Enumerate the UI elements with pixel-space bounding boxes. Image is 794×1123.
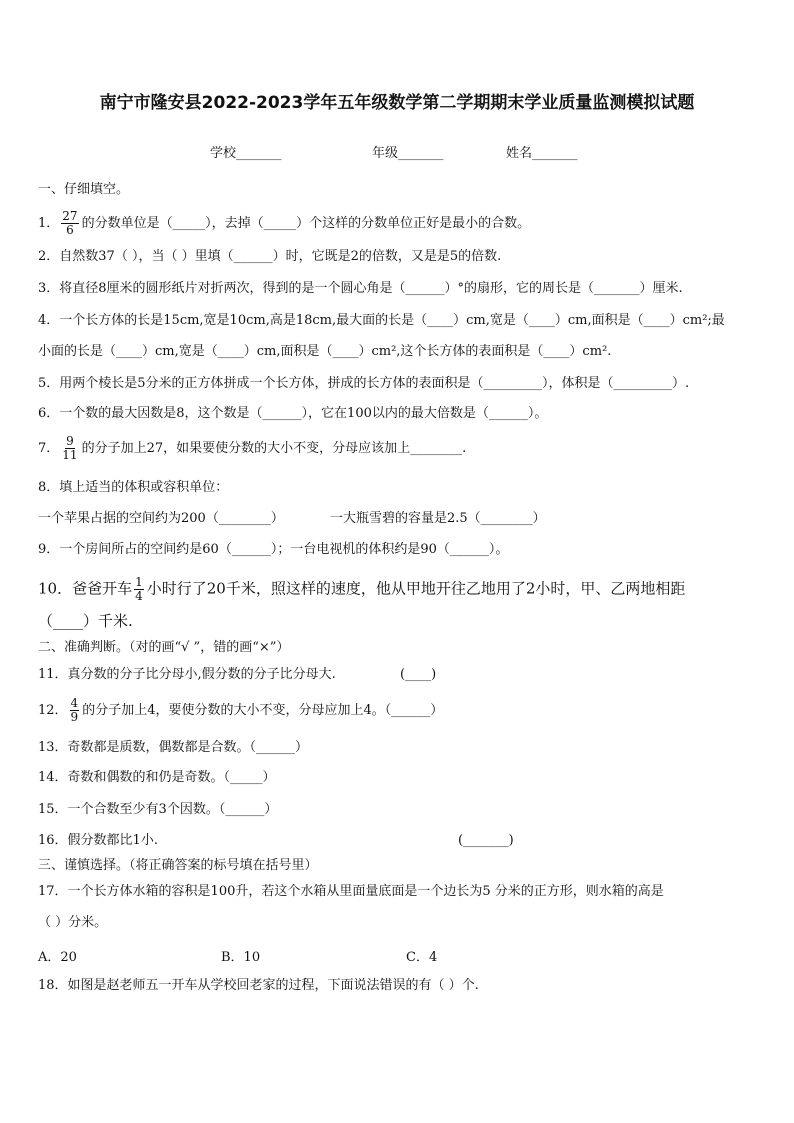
question-10-line-2: （____）千米. — [38, 612, 133, 630]
question-8-item-a: 一个苹果占据的空间约为200（________） — [38, 511, 284, 526]
question-11-blank: (____) — [400, 667, 437, 682]
question-2: 2．自然数37（ ），当（ ）里填（______）时，它既是2的倍数，又是是5的倍数. — [38, 249, 502, 264]
option-b: B．10 — [221, 950, 261, 965]
question-17-line-2: （ ）分米。 — [38, 915, 108, 930]
question-5: 5．用两个棱长是5分米的正方体拼成一个长方体，拼成的长方体的表面积是（_________），体积是（_________）. — [38, 376, 690, 391]
question-11: 11．真分数的分子比分母小,假分数的分子比分母大. — [38, 667, 336, 682]
question-7: 7． $\frac{9}{11}$ 的分子加上27，如果要使分数的大小不变，分母应该加上________. — [38, 434, 467, 462]
fraction: $\frac{1}{4}$ — [135, 575, 143, 603]
section-multiple-choice: 三、谨慎选择。（将正确答案的标号填在括号里） — [38, 858, 318, 873]
fraction: $\frac{4}{9}$ — [70, 696, 79, 724]
fraction: $\frac{27}{6}$ — [62, 209, 78, 237]
question-18: 18．如图是赵老师五一开车从学校回老家的过程，下面说法错误的有（ ）个. — [38, 978, 479, 993]
question-9: 9．一个房间所占的空间约是60（______）；一台电视机的体积约是90（______）。 — [38, 542, 509, 557]
option-a: A．20 — [38, 950, 77, 965]
option-c: C．4 — [406, 950, 438, 965]
section-fill-blank: 一、仔细填空。 — [38, 182, 130, 197]
school-field: 学校_______ — [210, 146, 282, 161]
question-12: 12． $\frac{4}{9}$ 的分子加上4，要使分数的大小不变，分母应加上4。（______） — [38, 696, 444, 724]
question-16-blank: (_______) — [458, 833, 514, 848]
name-field: 姓名_______ — [506, 146, 578, 161]
question-1: 1． $\frac{27}{6}$ 的分数单位是（_____），去掉（_____）个这样的分数单位正好是最小的合数。 — [38, 209, 531, 237]
question-8-item-b: 一大瓶雪碧的容量是2.5（________） — [330, 511, 546, 526]
section-true-false: 二、准确判断。（对的画“√ ”，错的画“×”） — [38, 640, 290, 655]
question-17-line-1: 17．一个长方体水箱的容积是100升，若这个水箱从里面量底面是一个边长为5 分米的正方形，则水箱的高是 — [38, 884, 664, 899]
page-title: 南宁市隆安县2022-2023学年五年级数学第二学期期末学业质量监测模拟试题 — [99, 93, 695, 113]
question-10: 10．爸爸开车 $\frac{1}{4}$ 小时行了20千米，照这样的速度，他从甲地开往乙地用了2小时，甲、乙两地相距 — [38, 575, 686, 603]
question-14: 14．奇数和偶数的和仍是奇数。（_____） — [38, 770, 276, 785]
question-16: 16．假分数都比1小. — [38, 833, 158, 848]
question-13: 13．奇数都是质数，偶数都是合数。（______） — [38, 740, 309, 755]
fraction: $\frac{9}{11}$ — [62, 434, 78, 462]
question-6: 6．一个数的最大因数是8，这个数是（______），它在100以内的最大倍数是（______）。 — [38, 406, 548, 421]
question-3: 3．将直径8厘米的圆形纸片对折两次，得到的是一个圆心角是（______）°的扇形，它的周长是（_______）厘米. — [38, 281, 683, 296]
grade-field: 年级_______ — [372, 146, 444, 161]
question-15: 15．一个合数至少有3个因数。（______） — [38, 802, 278, 817]
question-4-line-2: 小面的长是（____）cm,宽是（____）cm,面积是（____）cm²,这个长方体的表面积是（____）cm². — [38, 344, 612, 359]
question-4-line-1: 4．一个长方体的长是15cm,宽是10cm,高是18cm,最大面的长是（____）cm,宽是（____）cm,面积是（____）cm²;最 — [38, 313, 725, 328]
question-8: 8．填上适当的体积或容积单位： — [38, 480, 229, 495]
